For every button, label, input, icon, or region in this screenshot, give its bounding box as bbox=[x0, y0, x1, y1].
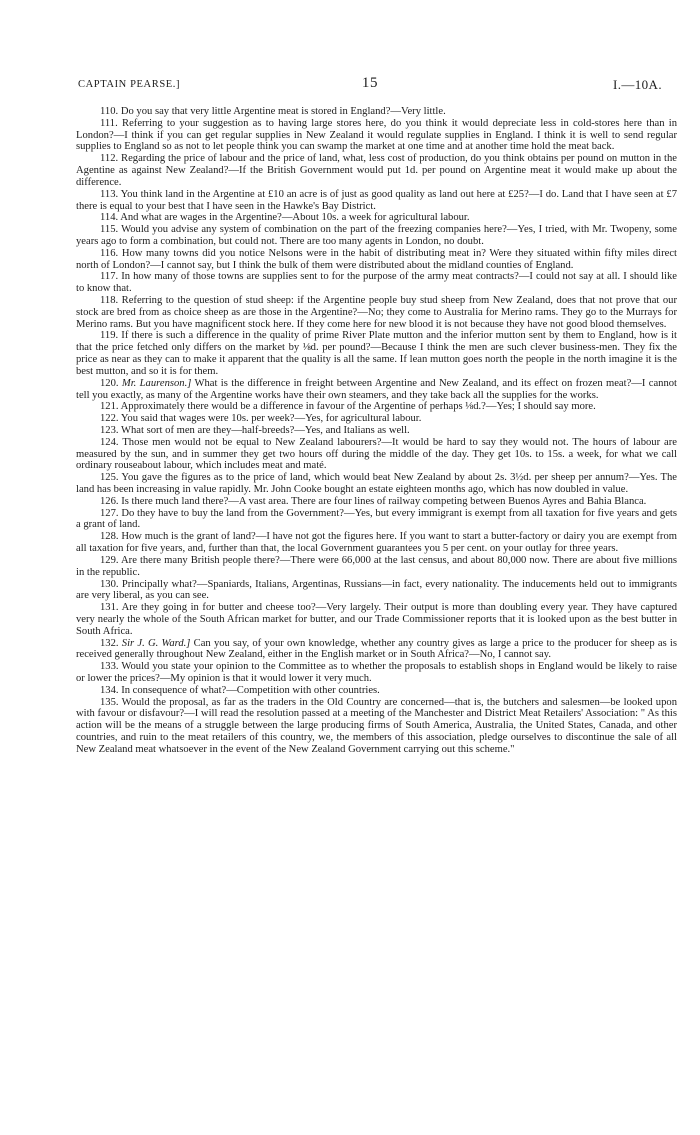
question-number: 132. bbox=[100, 637, 119, 649]
question-text: Do you say that very little Argentine meat is stored in England?—Very little. bbox=[120, 106, 446, 117]
question-text: Principally what?—Spaniards, Italians, Argentinas, Russians—in fact, every nationality. The inducements held out to immigrants are very liberal, as you can see. bbox=[76, 578, 677, 602]
question-number: 133. bbox=[100, 661, 119, 673]
question-number: 127. bbox=[100, 507, 119, 519]
question-paragraph bbox=[76, 661, 677, 685]
question-text: How many towns did you notice Nelsons were in the habit of distributing meat in? Were they situated within fifty miles direct north of London?—I cannot say, but I think the bulk of them were distributed about the midland counties of England. bbox=[76, 247, 677, 271]
question-paragraph bbox=[76, 638, 677, 662]
page-number: 15 bbox=[361, 75, 379, 91]
question-text: Are there many British people there?—There were 66,000 at the last census, and about 80,000 now. There are about five millions in the republic. bbox=[76, 554, 677, 578]
question-text: Would you advise any system of combination on the part of the freezing companies here?—Yes, I tried, with Mr. Twopeny, some years ago to form a combination, but could not. There are too many agents in London, no doubt. bbox=[76, 224, 677, 247]
question-paragraph bbox=[76, 472, 677, 496]
question-number: 134. bbox=[100, 684, 119, 696]
question-number: 124. bbox=[100, 436, 119, 448]
question-number: 128. bbox=[100, 531, 119, 543]
question-text: Approximately there would be a difference in favour of the Argentine of perhaps ⅛d.?—Yes; I should say more. bbox=[120, 401, 596, 413]
question-number: 119. bbox=[100, 330, 119, 342]
question-number: 135. bbox=[100, 696, 119, 708]
question-text: Those men would not be equal to New Zealand labourers?—It would be hard to say they would not. The hours of labour are measured by the sun, and in summer they get two hours off during the middle of the day. They get 10s. to 15s. a week, for what we call ordinary rouseabout labour, which includes meat and maté. bbox=[76, 436, 677, 472]
question-number: 118. bbox=[100, 295, 119, 306]
question-text: What sort of men are they—half-breeds?—Yes, and Italians as well. bbox=[121, 424, 410, 436]
question-paragraph bbox=[76, 330, 677, 377]
question-paragraph bbox=[76, 437, 677, 472]
question-text: You said that wages were 10s. per week?—Yes, for agricultural labour. bbox=[120, 413, 422, 425]
question-paragraph bbox=[76, 212, 677, 224]
question-number: 121. bbox=[100, 401, 119, 413]
question-number: 116. bbox=[100, 247, 119, 259]
question-paragraph bbox=[76, 106, 677, 118]
question-number: 117. bbox=[100, 271, 119, 283]
question-text: Would the proposal, as far as the traders in the Old Country are concerned—that is, the butchers and salesmen—be looked upon with favour or disfavour?—I will read the resolution passed at a meeting of the Manchester and District Meat Retailers' Association: " As this action will be the means of a struggle between the large producing firms of South America, Australia, the United States, Canada, and other countries, and ruin to the meat retailers of this country, we, the members of this association, pledge ourselves to discontinue the sale of all New Zealand meat whatsoever in the event of the New Zealand Government carrying out this scheme." bbox=[76, 696, 677, 755]
question-text: You think land in the Argentine at £10 an acre is of just as good quality as land out here at £25?—I do. Land that I have seen at £7 there is equal to your best that I have seen in the Hawke's Bay District. bbox=[76, 188, 677, 212]
question-paragraph bbox=[76, 425, 677, 437]
question-paragraph bbox=[76, 697, 677, 756]
questioner-name: Sir J. G. Ward.] bbox=[121, 637, 191, 649]
question-text: Do they have to buy the land from the Government?—Yes, but every immigrant is exempt from all taxation for five years and gets a grant of land. bbox=[76, 507, 677, 531]
question-text: Regarding the price of labour and the price of land, what, less cost of production, do you think obtains per pound on mutton in the Agentine as against New Zealand?—If the British Government would put 1d. per pound on Argentine meat it would make up about the difference. bbox=[76, 153, 677, 188]
question-paragraph bbox=[76, 602, 677, 637]
question-number: 114. bbox=[100, 212, 119, 224]
question-paragraph bbox=[76, 685, 677, 697]
question-text: Can you say, of your own knowledge, whether any country gives as large a price to the producer for sheep as is received generally throughout New Zealand, either in the English market or in South Africa?—No, I cannot say. bbox=[76, 637, 678, 661]
question-text: And what are wages in the Argentine?—About 10s. a week for agricultural labour. bbox=[120, 212, 470, 224]
question-text: Is there much land there?—A vast area. There are four lines of railway competing between Buenos Ayres and Bahia Blanca. bbox=[121, 495, 647, 507]
question-paragraph bbox=[76, 153, 677, 188]
question-text: Referring to the question of stud sheep: if the Argentine people buy stud sheep from New Zealand, does that not prove that our stock are bred from as choice sheep as are those in the Argentine?—No; they come to Australia for Merino rams. They go to the Murrays for Merino rams. But you have magnificent stock here. If they come here for new blood it is not because they have not good blood themselves. bbox=[76, 295, 677, 330]
question-number: 115. bbox=[100, 224, 119, 236]
question-text: In consequence of what?—Competition with other countries. bbox=[121, 684, 380, 696]
question-paragraph bbox=[76, 271, 677, 295]
question-number: 122. bbox=[100, 413, 119, 425]
question-number: 120. bbox=[100, 377, 119, 389]
question-text: How much is the grant of land?—I have not got the figures here. If you want to start a butter-factory or dairy you are exempt from all taxation for five years, and, further than that, the local Government guarantees you 5 per cent. on your outlay for three years. bbox=[76, 531, 677, 555]
question-text: You gave the figures as to the price of land, which would beat New Zealand by about 2s. 3½d. per sheep per annum?—Yes. The land has been increasing in value rapidly. Mr. John Cooke bought an estate eighteen months ago, which has now doubled in value. bbox=[76, 472, 677, 495]
question-number: 110. bbox=[100, 106, 119, 117]
question-paragraph bbox=[76, 401, 677, 413]
question-paragraph bbox=[76, 224, 677, 248]
question-text: If there is such a difference in the quality of prime River Plate mutton and the inferior mutton sent by them to England, how is it that the price fetched only differs on the market by ⅛d. per pound?—Because I think the men are such clever business-men. They fix the price as near as they can to make it apparent that the quality is all the same. If lean mutton goes north the people in the north imagine it is the best mutton, and so it is for them. bbox=[76, 330, 677, 377]
paper-reference: I.—10A. bbox=[612, 77, 662, 92]
evidence-body bbox=[76, 106, 677, 756]
question-number: 111. bbox=[100, 117, 118, 129]
question-paragraph bbox=[76, 531, 677, 555]
question-number: 112. bbox=[100, 153, 119, 165]
question-text: What is the difference in freight between Argentine and New Zealand, and its effect on frozen meat?—I cannot tell you exactly, as many of the Argentine works have their own steamers, and they take back all the supplies for the works. bbox=[76, 377, 677, 401]
question-text: Are they going in for butter and cheese too?—Very largely. Their output is more than doubling every year. They have captured very nearly the whole of the South African market for butter, and our Trade Commissioner reports that it is looked upon as the best butter in South Africa. bbox=[76, 602, 677, 637]
question-paragraph bbox=[76, 555, 677, 579]
question-text: In how many of those towns are supplies sent to for the purpose of the army meat contracts?—I could not say at all. I should like to know that. bbox=[76, 271, 677, 295]
question-paragraph bbox=[76, 248, 677, 272]
question-number: 113. bbox=[100, 188, 119, 200]
question-paragraph bbox=[76, 508, 677, 532]
question-number: 123. bbox=[100, 424, 119, 436]
question-text: Would you state your opinion to the Committee as to whether the proposals to establish shops in England would be likely to raise or lower the prices?—My opinion is that it would lower it very much. bbox=[76, 661, 677, 684]
question-text: Referring to your suggestion as to having large stores here, do you think it would depreciate less in cold-stores here than in London?—I think if you can get regular supplies in New Zealand it would regulate supplies in England. I think it is well to send regular supplies to England so as not to let people think you can swamp the market at one time and at another time hold the meat back. bbox=[76, 117, 677, 153]
question-paragraph bbox=[76, 413, 677, 425]
question-number: 129. bbox=[100, 554, 119, 566]
question-paragraph bbox=[76, 378, 677, 402]
question-number: 131. bbox=[100, 602, 119, 614]
question-number: 125. bbox=[100, 472, 119, 484]
running-header bbox=[78, 77, 662, 97]
witness-name: CAPTAIN PEARSE.] bbox=[78, 79, 181, 90]
question-number: 130. bbox=[100, 578, 119, 590]
question-paragraph bbox=[76, 496, 677, 508]
question-paragraph bbox=[76, 295, 677, 330]
question-number: 126. bbox=[100, 495, 119, 507]
question-paragraph bbox=[76, 118, 677, 153]
questioner-name: Mr. Laurenson.] bbox=[121, 377, 192, 389]
question-paragraph bbox=[76, 189, 677, 213]
question-paragraph bbox=[76, 579, 677, 603]
